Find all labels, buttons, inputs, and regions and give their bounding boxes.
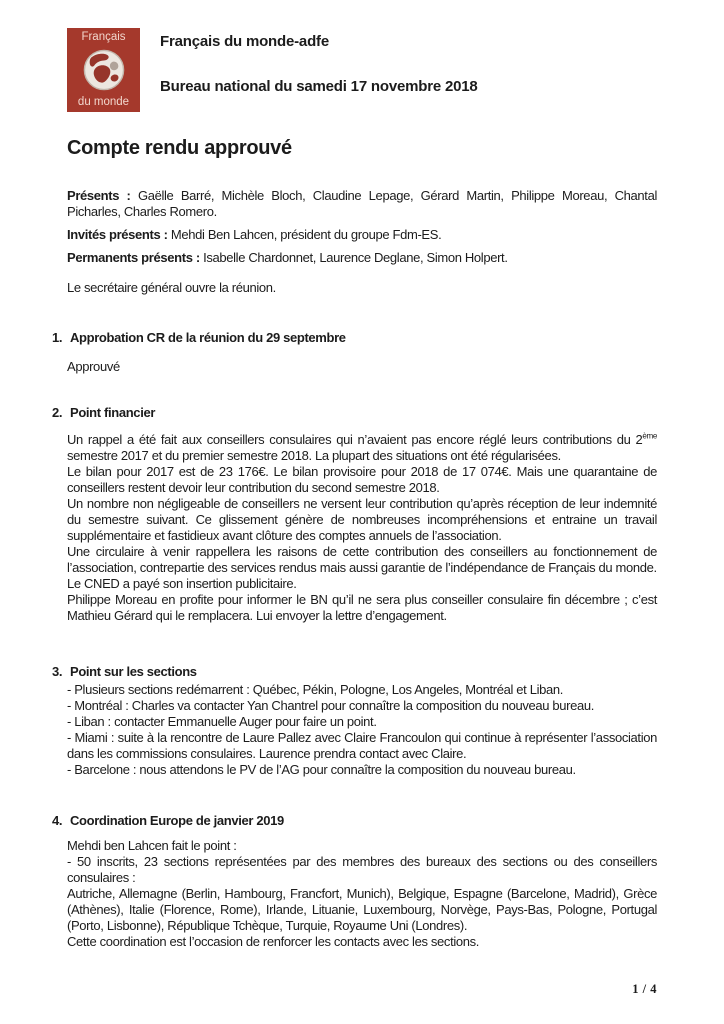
- paragraph: Le bilan pour 2017 est de 23 176€. Le bilan provisoire pour 2018 de 17 074€. Mais une quarantaine de conseillers restent devoir leur contribution du second semestre 2018.: [67, 464, 657, 495]
- paragraph: Le CNED a payé son insertion publicitaire.: [67, 576, 297, 591]
- document-header: [67, 28, 657, 112]
- section-title: Coordination Europe de janvier 2019: [70, 813, 284, 828]
- paragraph: Cette coordination est l’occasion de renforcer les contacts avec les sections.: [67, 934, 480, 949]
- paragraph-part: semestre 2017 et du premier semestre 2018. La plupart des situations ont été régularisées.: [67, 448, 561, 463]
- attendance-presents-names: Gaëlle Barré, Michèle Bloch, Claudine Lepage, Gérard Martin, Philippe Moreau, Chantal Picharles, Charles Romero.: [67, 188, 657, 219]
- header-titles: [160, 32, 478, 112]
- attendance-block: [67, 188, 657, 266]
- org-title: Français du monde-adfe: [160, 33, 329, 50]
- logo: [67, 28, 140, 112]
- attendance-permanents-names: Isabelle Chardonnet, Laurence Deglane, Simon Holpert.: [203, 250, 508, 265]
- meeting-title: Bureau national du samedi 17 novembre 2018: [160, 78, 478, 95]
- section-body: [67, 359, 657, 375]
- paragraph: Philippe Moreau en profite pour informer le BN qu’il ne sera plus conseiller consulaire fin décembre ; c’est Mathieu Gérard qui le remplacera. Lui envoyer la lettre d’engagement.: [67, 592, 657, 623]
- section-number: 2.: [52, 405, 63, 420]
- section-point-financier: [52, 405, 657, 624]
- opening-line: Le secrétaire général ouvre la réunion.: [67, 280, 276, 295]
- section-approbation: [52, 330, 657, 375]
- logo-text-bottom: du monde: [77, 96, 130, 108]
- attendance-invites-names: Mehdi Ben Lahcen, président du groupe Fdm-ES.: [170, 227, 442, 242]
- section-coordination-europe: [52, 813, 657, 950]
- logo-text-top: Français: [81, 31, 126, 43]
- attendance-presents: [67, 188, 657, 220]
- section-heading: [52, 330, 657, 346]
- attendance-invites-label: Invités présents :: [67, 227, 168, 242]
- paragraph: Un nombre non négligeable de conseillers ne versent leur contribution qu’après réception de leur indemnité du semestre suivant. Ce glissement génère de nombreuses incompréhensions et entraine un travail supplémentaire et fastidieux avant clôture des comptes annuels de l’association.: [67, 496, 657, 543]
- paragraph: [67, 432, 657, 464]
- section-heading: [52, 405, 657, 421]
- list-item: - Montréal : Charles va contacter Yan Chantrel pour connaître la composition du nouveau bureau.: [67, 698, 595, 713]
- section-title: Point sur les sections: [70, 664, 197, 679]
- section-body: [67, 682, 657, 778]
- attendance-permanents-label: Permanents présents :: [67, 250, 200, 265]
- section-title: Approbation CR de la réunion du 29 septembre: [70, 330, 346, 345]
- section-number: 1.: [52, 330, 63, 345]
- paragraph-part: Un rappel a été fait aux conseillers consulaires qui n’avaient pas encore réglé leurs contributions du 2: [67, 432, 643, 447]
- doc-title: Compte rendu approuvé: [67, 137, 292, 159]
- section-number: 3.: [52, 664, 63, 679]
- section-heading: [52, 813, 657, 829]
- list-item: - Barcelone : nous attendons le PV de l’AG pour connaître la composition du nouveau bureau.: [67, 762, 576, 777]
- attendance-presents-label: Présents :: [67, 188, 131, 203]
- section-body: [67, 838, 657, 950]
- paragraph: Approuvé: [67, 359, 120, 374]
- attendance-invites: [67, 227, 657, 243]
- globe-icon: [83, 49, 125, 91]
- section-title: Point financier: [70, 405, 156, 420]
- paragraph: Une circulaire à venir rappellera les raisons de cette contribution des conseillers au fonctionnement de l’association, contrepartie des services rendus mais aussi garantie de l’indépendance de Français du monde.: [67, 544, 657, 575]
- section-point-sections: [52, 664, 657, 778]
- page-number: 1 / 4: [632, 982, 657, 996]
- paragraph: Mehdi ben Lahcen fait le point :: [67, 838, 237, 853]
- list-item: - Miami : suite à la rencontre de Laure Pallez avec Claire Francoulon qui continue à représenter l’association dans les commissions consulaires. Laurence prendra contact avec Claire.: [67, 730, 657, 761]
- section-heading: [52, 664, 657, 680]
- paragraph: - 50 inscrits, 23 sections représentées par des membres des bureaux des sections ou des conseillers consulaires :: [67, 854, 657, 885]
- list-item: - Liban : contacter Emmanuelle Auger pour faire un point.: [67, 714, 377, 729]
- section-body: [67, 432, 657, 624]
- superscript: ème: [642, 431, 657, 441]
- attendance-permanents: [67, 250, 657, 266]
- section-number: 4.: [52, 813, 63, 828]
- list-item: - Plusieurs sections redémarrent : Québec, Pékin, Pologne, Los Angeles, Montréal et Liban.: [67, 682, 564, 697]
- paragraph: Autriche, Allemagne (Berlin, Hambourg, Francfort, Munich), Belgique, Espagne (Barcelone, Madrid), Grèce (Athènes), Italie (Florence, Rome), Irlande, Lituanie, Luxembourg, Norvège, Pays-Bas, Pologne, Portugal (Porto, Lisbonne), République Tchèque, Turquie, Royaume Uni (Londres).: [67, 886, 657, 933]
